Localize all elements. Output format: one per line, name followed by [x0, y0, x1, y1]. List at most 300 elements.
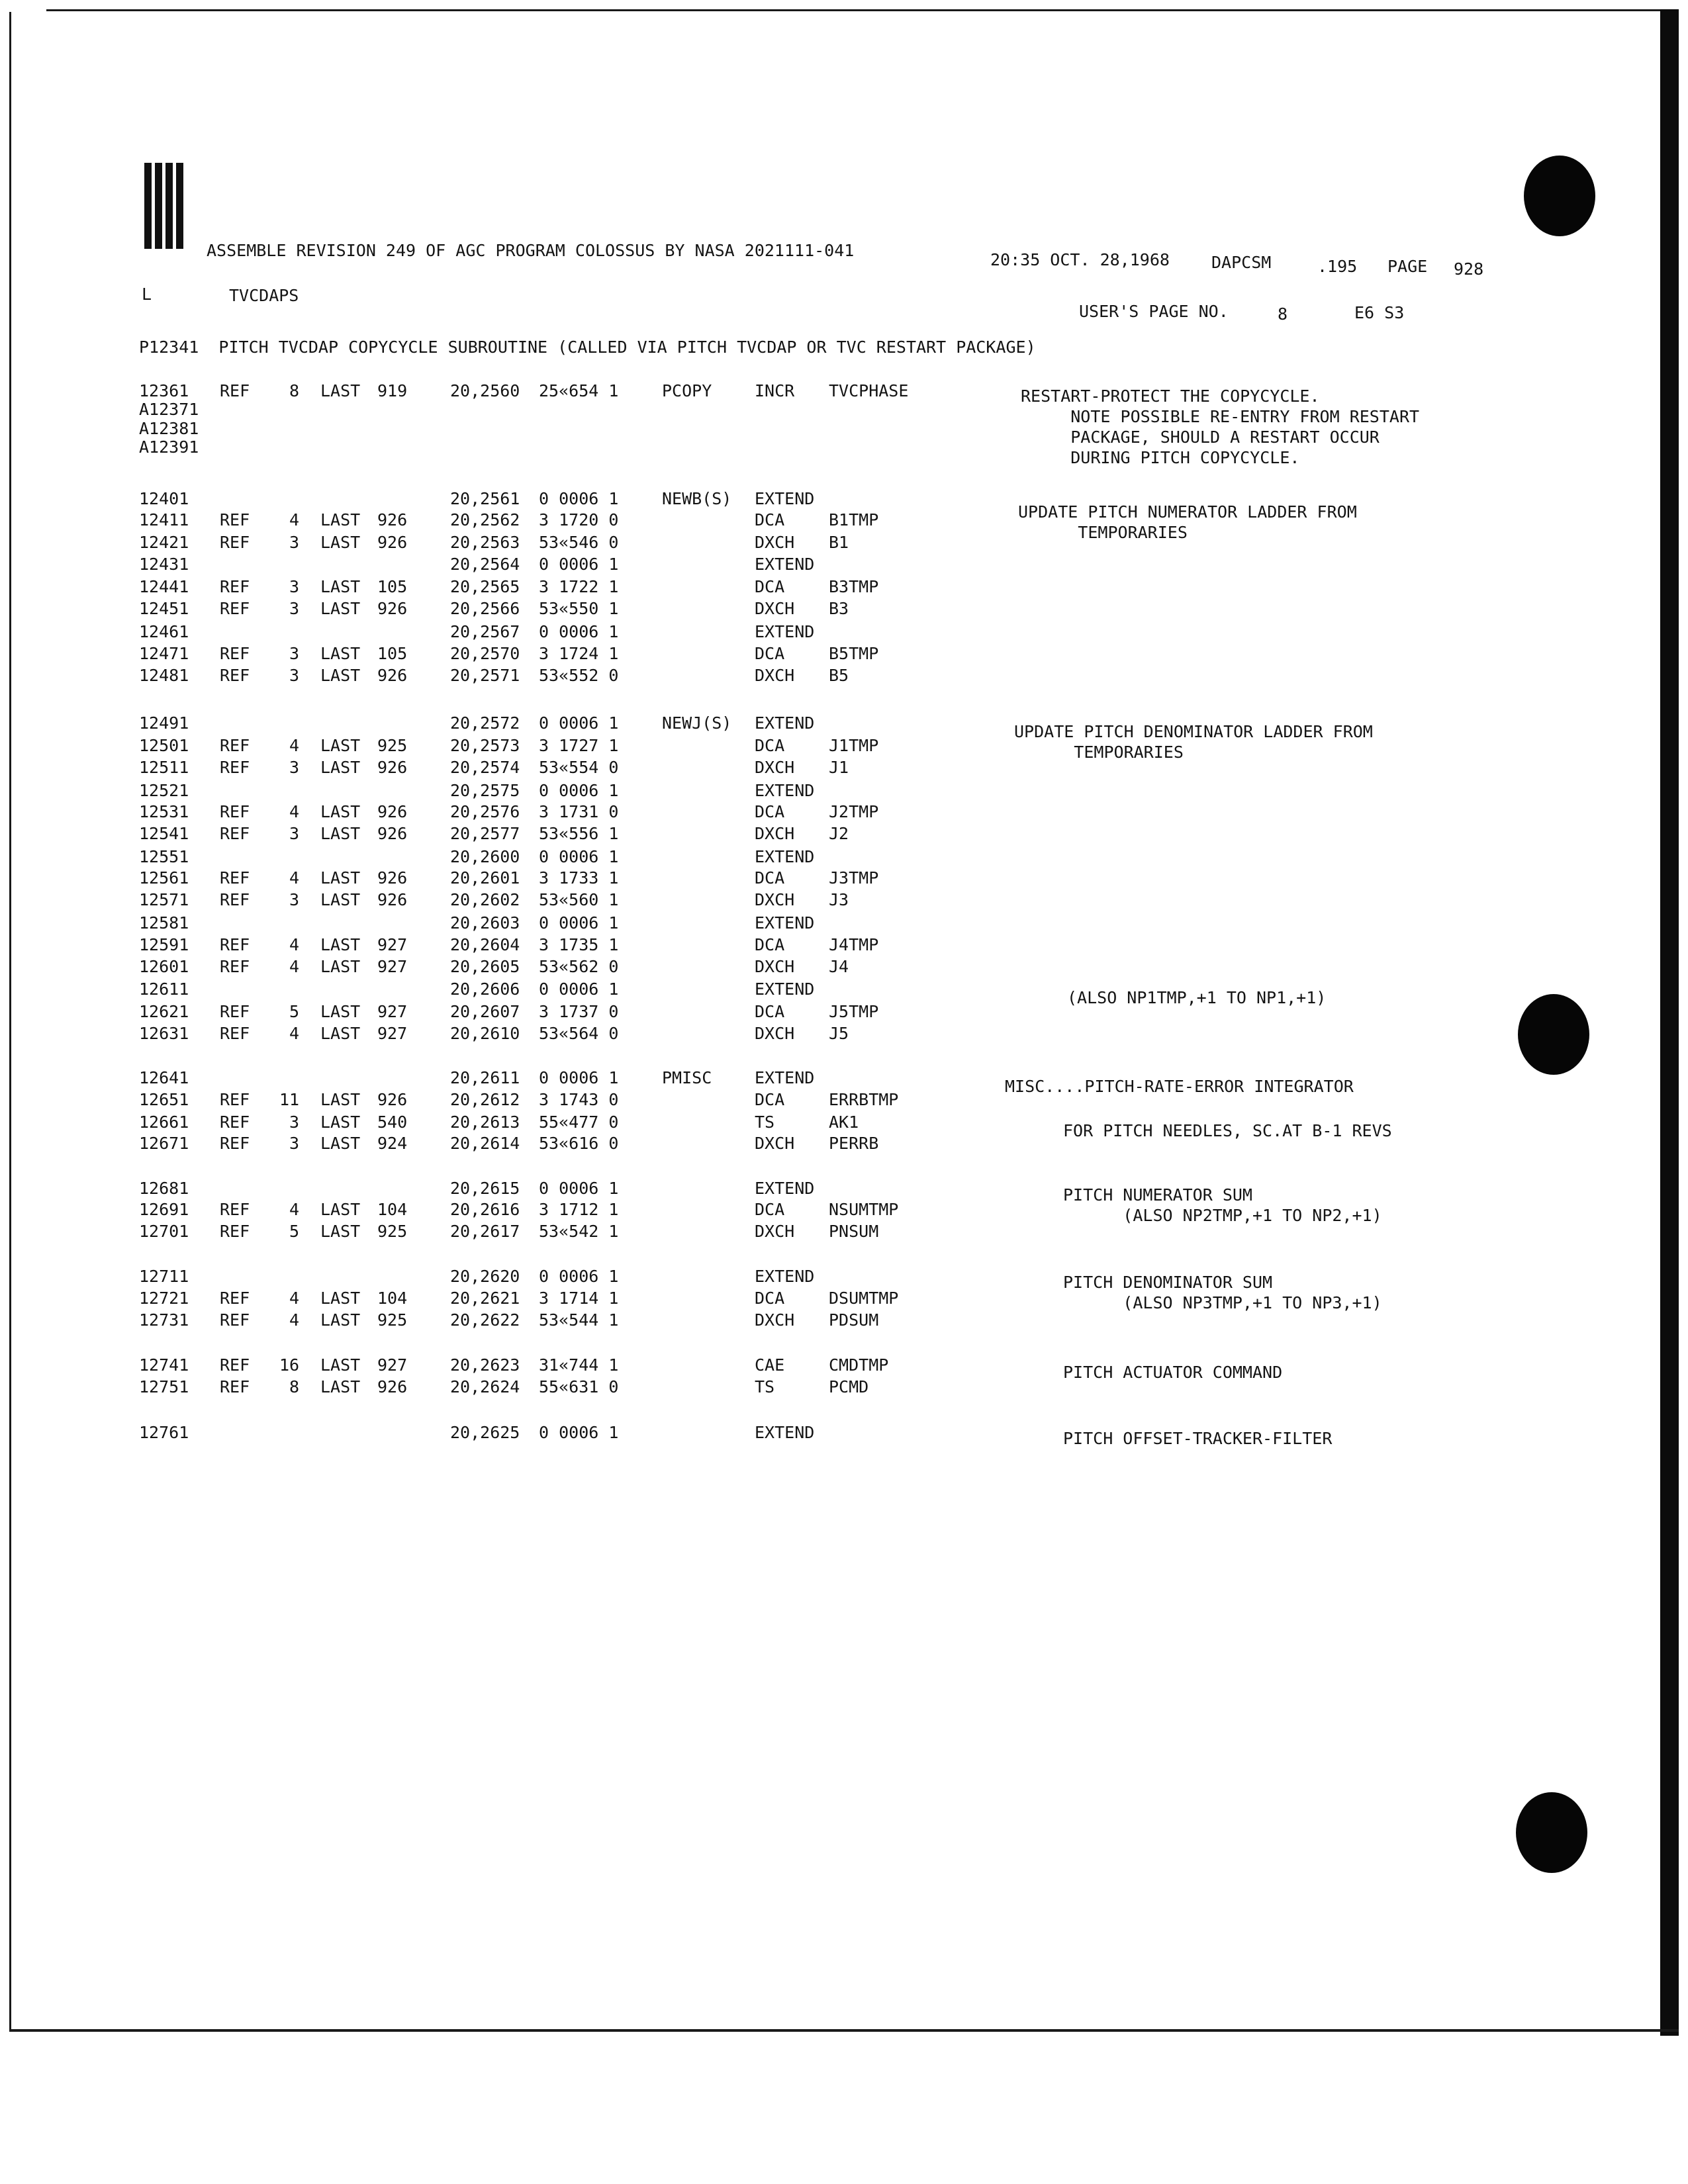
- cell-count: 8: [289, 1377, 299, 1396]
- user-page-number: 8: [1278, 304, 1288, 324]
- cell-seq: A12381: [139, 419, 199, 438]
- cell-op: DCA: [755, 510, 785, 529]
- cell-op: DXCH: [755, 666, 795, 685]
- cell-addr: 20,2620: [450, 1267, 520, 1286]
- cell-seq: 12531: [139, 802, 189, 821]
- cell-op: DCA: [755, 644, 785, 663]
- cell-word: 3 1731 0: [539, 802, 619, 821]
- cell-last: LAST: [320, 1024, 361, 1043]
- cell-op: CAE: [755, 1355, 785, 1375]
- cell-seq: 12451: [139, 599, 189, 618]
- cell-addr: 20,2610: [450, 1024, 520, 1043]
- cell-ref: REF: [220, 644, 250, 663]
- cell-word: 53«560 1: [539, 890, 619, 909]
- cell-op: EXTEND: [755, 489, 815, 508]
- binder-hole-bottom: [1516, 1792, 1587, 1873]
- cell-operand: B5TMP: [829, 644, 879, 663]
- cell-seq: 12661: [139, 1113, 189, 1132]
- cell-count: 5: [289, 1002, 299, 1021]
- cell-addr: 20,2577: [450, 824, 520, 843]
- cell-operand: CMDTMP: [829, 1355, 889, 1375]
- cell-last: LAST: [320, 868, 361, 887]
- cell-operand: PERRB: [829, 1134, 879, 1153]
- listing-row: [0, 802, 1523, 825]
- cell-count: 11: [279, 1090, 300, 1109]
- cell-ref: REF: [220, 577, 250, 596]
- cell-page: 927: [377, 1024, 408, 1043]
- cell-op: EXTEND: [755, 713, 815, 733]
- cell-operand: J4TMP: [829, 935, 879, 954]
- cell-addr: 20,2624: [450, 1377, 520, 1396]
- cell-operand: J2: [829, 824, 849, 843]
- cell-op: EXTEND: [755, 847, 815, 866]
- cell-last: LAST: [320, 381, 361, 400]
- cell-op: EXTEND: [755, 913, 815, 933]
- cell-addr: 20,2613: [450, 1113, 520, 1132]
- cell-addr: 20,2625: [450, 1423, 520, 1442]
- cell-op: DCA: [755, 1289, 785, 1308]
- cell-count: 5: [289, 1222, 299, 1241]
- cell-count: 4: [289, 1289, 299, 1308]
- cell-ref: REF: [220, 1355, 250, 1375]
- cell-count: 3: [289, 758, 299, 777]
- cell-addr: 20,2623: [450, 1355, 520, 1375]
- sheet-bottom-edge: [9, 2029, 1679, 2032]
- cell-addr: 20,2600: [450, 847, 520, 866]
- assembly-title: ASSEMBLE REVISION 249 OF AGC PROGRAM COLOSSUS BY NASA 2021111-041: [207, 241, 855, 260]
- cell-last: LAST: [320, 533, 361, 552]
- cell-operand: J2TMP: [829, 802, 879, 821]
- cell-word: 3 1724 1: [539, 644, 619, 663]
- cell-page: 919: [377, 381, 408, 400]
- cell-op: DXCH: [755, 957, 795, 976]
- listing-row: [0, 1355, 1523, 1378]
- cell-seq: 12521: [139, 781, 189, 800]
- listing-row: [0, 824, 1523, 846]
- cell-ref: REF: [220, 1002, 250, 1021]
- cell-seq: 12621: [139, 1002, 189, 1021]
- cell-addr: 20,2560: [450, 381, 520, 400]
- cell-operand: J3TMP: [829, 868, 879, 887]
- cell-word: 53«542 1: [539, 1222, 619, 1241]
- cell-seq: 12441: [139, 577, 189, 596]
- cell-addr: 20,2622: [450, 1310, 520, 1330]
- cell-last: LAST: [320, 1200, 361, 1219]
- cell-word: 0 0006 1: [539, 489, 619, 508]
- listing-row: [0, 913, 1523, 936]
- cell-last: LAST: [320, 802, 361, 821]
- cell-word: 3 1722 1: [539, 577, 619, 596]
- separator-bars-mark: [143, 163, 187, 255]
- cell-op: DXCH: [755, 1310, 795, 1330]
- listing-row: [0, 577, 1523, 600]
- cell-operand: J5TMP: [829, 1002, 879, 1021]
- cell-seq: 12701: [139, 1222, 189, 1241]
- sheet-top-edge: [46, 9, 1662, 11]
- cell-operand: B5: [829, 666, 849, 685]
- edition-codes: E6 S3: [1354, 303, 1405, 322]
- cell-ref: REF: [220, 533, 250, 552]
- cell-op: EXTEND: [755, 622, 815, 641]
- cell-ref: REF: [220, 1024, 250, 1043]
- cell-addr: 20,2571: [450, 666, 520, 685]
- cell-op: EXTEND: [755, 1267, 815, 1286]
- cell-ref: REF: [220, 1222, 250, 1241]
- cell-op: DXCH: [755, 1024, 795, 1043]
- cell-word: 3 1727 1: [539, 736, 619, 755]
- cell-page: 540: [377, 1113, 408, 1132]
- cell-word: 0 0006 1: [539, 781, 619, 800]
- cell-word: 53«552 0: [539, 666, 619, 685]
- cell-seq: 12631: [139, 1024, 189, 1043]
- binder-hole-middle: [1518, 994, 1589, 1075]
- cell-op: EXTEND: [755, 1068, 815, 1087]
- cell-ref: REF: [220, 1090, 250, 1109]
- cell-ref: REF: [220, 599, 250, 618]
- cell-label: PMISC: [662, 1068, 712, 1087]
- listing-row: [0, 957, 1523, 979]
- cell-ref: REF: [220, 510, 250, 529]
- cell-seq: 12591: [139, 935, 189, 954]
- cell-count: 4: [289, 1024, 299, 1043]
- user-page-label: USER'S PAGE NO.: [1079, 302, 1229, 321]
- cell-word: 0 0006 1: [539, 847, 619, 866]
- cell-last: LAST: [320, 1134, 361, 1153]
- cell-op: DCA: [755, 935, 785, 954]
- remark-offset: PITCH OFFSET-TRACKER-FILTER: [1063, 1429, 1333, 1448]
- cell-count: 8: [289, 381, 299, 400]
- listing-row: [0, 935, 1523, 958]
- cell-seq: 12461: [139, 622, 189, 641]
- cell-last: LAST: [320, 890, 361, 909]
- cell-seq: 12551: [139, 847, 189, 866]
- cell-op: EXTEND: [755, 1423, 815, 1442]
- cell-last: LAST: [320, 1090, 361, 1109]
- cell-seq: 12711: [139, 1267, 189, 1286]
- cell-addr: 20,2563: [450, 533, 520, 552]
- cell-addr: 20,2601: [450, 868, 520, 887]
- cell-word: 3 1737 0: [539, 1002, 619, 1021]
- log-type: L: [142, 285, 152, 304]
- cell-ref: REF: [220, 868, 250, 887]
- cell-operand: AK1: [829, 1113, 859, 1132]
- cell-count: 3: [289, 533, 299, 552]
- cell-op: DCA: [755, 868, 785, 887]
- sheet-right-edge: [1660, 9, 1679, 2036]
- cell-word: 53«616 0: [539, 1134, 619, 1153]
- cell-word: 3 1733 1: [539, 868, 619, 887]
- cell-operand: J3: [829, 890, 849, 909]
- cell-seq: 12561: [139, 868, 189, 887]
- cell-page: 104: [377, 1200, 408, 1219]
- cell-addr: 20,2564: [450, 555, 520, 574]
- listing-row: [0, 1024, 1523, 1046]
- cell-word: 0 0006 1: [539, 979, 619, 999]
- cell-page: 926: [377, 824, 408, 843]
- cell-count: 3: [289, 666, 299, 685]
- cell-addr: 20,2617: [450, 1222, 520, 1241]
- cell-last: LAST: [320, 510, 361, 529]
- cell-seq: 12511: [139, 758, 189, 777]
- cell-seq: 12641: [139, 1068, 189, 1087]
- cell-addr: 20,2561: [450, 489, 520, 508]
- cell-seq: A12371: [139, 400, 199, 419]
- cell-op: TS: [755, 1377, 775, 1396]
- cell-count: 16: [279, 1355, 300, 1375]
- cell-word: 55«477 0: [539, 1113, 619, 1132]
- cell-seq: 12411: [139, 510, 189, 529]
- cell-page: 926: [377, 510, 408, 529]
- cell-op: DXCH: [755, 599, 795, 618]
- cell-operand: B1TMP: [829, 510, 879, 529]
- cell-seq: 12721: [139, 1289, 189, 1308]
- cell-count: 4: [289, 957, 299, 976]
- cell-addr: 20,2612: [450, 1090, 520, 1109]
- cell-op: DCA: [755, 802, 785, 821]
- cell-addr: 20,2605: [450, 957, 520, 976]
- cell-seq: 12751: [139, 1377, 189, 1396]
- cell-word: 25«654 1: [539, 381, 619, 400]
- cell-page: 925: [377, 1310, 408, 1330]
- page-number: 928: [1454, 259, 1484, 279]
- cell-count: 4: [289, 802, 299, 821]
- remark-denominator-ladder: UPDATE PITCH DENOMINATOR LADDER FROM TEMPORARIES: [1014, 722, 1373, 762]
- cell-ref: REF: [220, 1310, 250, 1330]
- cell-count: 3: [289, 1113, 299, 1132]
- listing-row: [0, 847, 1523, 870]
- cell-last: LAST: [320, 935, 361, 954]
- cell-label: NEWJ(S): [662, 713, 732, 733]
- cell-seq: A12391: [139, 437, 199, 457]
- cell-word: 0 0006 1: [539, 1423, 619, 1442]
- page-label: PAGE: [1387, 257, 1428, 276]
- listing-row: [0, 555, 1523, 577]
- cell-last: LAST: [320, 666, 361, 685]
- cell-page: 927: [377, 1355, 408, 1375]
- cell-seq: 12611: [139, 979, 189, 999]
- cell-ref: REF: [220, 1134, 250, 1153]
- cell-ref: REF: [220, 890, 250, 909]
- cell-op: TS: [755, 1113, 775, 1132]
- listing-row: [0, 781, 1523, 803]
- section-title: P12341 PITCH TVCDAP COPYCYCLE SUBROUTINE (CALLED VIA PITCH TVCDAP OR TVC RESTART PACKAGE): [139, 338, 1036, 357]
- cell-word: 31«744 1: [539, 1355, 619, 1375]
- cell-page: 926: [377, 868, 408, 887]
- cell-operand: PNSUM: [829, 1222, 879, 1241]
- cell-ref: REF: [220, 1113, 250, 1132]
- cell-addr: 20,2567: [450, 622, 520, 641]
- cell-last: LAST: [320, 736, 361, 755]
- cell-last: LAST: [320, 1002, 361, 1021]
- cell-last: LAST: [320, 824, 361, 843]
- cell-op: DXCH: [755, 758, 795, 777]
- remark-denominator-sum: PITCH DENOMINATOR SUM (ALSO NP3TMP,+1 TO NP3,+1): [1063, 1273, 1382, 1312]
- listing-row: [0, 1310, 1523, 1333]
- remark-numerator-sum: PITCH NUMERATOR SUM (ALSO NP2TMP,+1 TO NP2,+1): [1063, 1185, 1382, 1225]
- cell-addr: 20,2602: [450, 890, 520, 909]
- cell-word: 3 1712 1: [539, 1200, 619, 1219]
- cell-ref: REF: [220, 824, 250, 843]
- cell-seq: 12501: [139, 736, 189, 755]
- cell-addr: 20,2576: [450, 802, 520, 821]
- cell-seq: 12571: [139, 890, 189, 909]
- cell-operand: DSUMTMP: [829, 1289, 899, 1308]
- cell-addr: 20,2566: [450, 599, 520, 618]
- cell-word: 0 0006 1: [539, 1267, 619, 1286]
- cell-operand: PCMD: [829, 1377, 869, 1396]
- cell-count: 4: [289, 868, 299, 887]
- cell-count: 3: [289, 577, 299, 596]
- cell-word: 53«554 0: [539, 758, 619, 777]
- listing-row: [0, 599, 1523, 621]
- cell-ref: REF: [220, 1200, 250, 1219]
- cell-op: DXCH: [755, 533, 795, 552]
- cell-op: INCR: [755, 381, 795, 400]
- cell-page: 927: [377, 1002, 408, 1021]
- cell-addr: 20,2616: [450, 1200, 520, 1219]
- cell-word: 0 0006 1: [539, 622, 619, 641]
- cell-operand: ERRBTMP: [829, 1090, 899, 1109]
- cell-page: 927: [377, 935, 408, 954]
- remark-actuator: PITCH ACTUATOR COMMAND: [1063, 1363, 1283, 1382]
- cell-last: LAST: [320, 1377, 361, 1396]
- cell-op: DXCH: [755, 824, 795, 843]
- cell-operand: B3: [829, 599, 849, 618]
- cell-page: 926: [377, 802, 408, 821]
- cell-op: DCA: [755, 577, 785, 596]
- cell-op: EXTEND: [755, 979, 815, 999]
- cell-seq: 12421: [139, 533, 189, 552]
- cell-op: DXCH: [755, 1222, 795, 1241]
- cell-addr: 20,2614: [450, 1134, 520, 1153]
- cell-addr: 20,2570: [450, 644, 520, 663]
- cell-ref: REF: [220, 957, 250, 976]
- cell-word: 53«564 0: [539, 1024, 619, 1043]
- cell-addr: 20,2573: [450, 736, 520, 755]
- cell-count: 3: [289, 824, 299, 843]
- cell-operand: J5: [829, 1024, 849, 1043]
- cell-op: EXTEND: [755, 555, 815, 574]
- cell-addr: 20,2621: [450, 1289, 520, 1308]
- cell-last: LAST: [320, 1310, 361, 1330]
- cell-ref: REF: [220, 736, 250, 755]
- listing-row: [0, 622, 1523, 645]
- cell-page: 105: [377, 577, 408, 596]
- cell-op: DCA: [755, 1002, 785, 1021]
- cell-seq: 12761: [139, 1423, 189, 1442]
- cell-page: 927: [377, 957, 408, 976]
- cell-word: 53«562 0: [539, 957, 619, 976]
- log-section: TVCDAPS: [229, 286, 299, 305]
- cell-count: 4: [289, 736, 299, 755]
- cell-ref: REF: [220, 935, 250, 954]
- cell-op: DXCH: [755, 890, 795, 909]
- cell-seq: 12651: [139, 1090, 189, 1109]
- cell-addr: 20,2604: [450, 935, 520, 954]
- cell-word: 3 1743 0: [539, 1090, 619, 1109]
- cell-count: 3: [289, 644, 299, 663]
- remark-misc: MISC....PITCH-RATE-ERROR INTEGRATOR: [1005, 1077, 1354, 1096]
- cell-addr: 20,2611: [450, 1068, 520, 1087]
- cell-seq: 12541: [139, 824, 189, 843]
- listing-row: [0, 644, 1523, 666]
- cell-count: 4: [289, 1200, 299, 1219]
- remark-numerator-ladder: UPDATE PITCH NUMERATOR LADDER FROM TEMPORARIES: [1018, 502, 1357, 542]
- cell-count: 3: [289, 890, 299, 909]
- cell-count: 4: [289, 510, 299, 529]
- cell-addr: 20,2575: [450, 781, 520, 800]
- cell-ref: REF: [220, 1377, 250, 1396]
- listing-row: [0, 868, 1523, 891]
- cell-count: 3: [289, 599, 299, 618]
- cell-addr: 20,2565: [450, 577, 520, 596]
- cell-page: 926: [377, 1090, 408, 1109]
- cell-page: 925: [377, 1222, 408, 1241]
- cell-operand: PDSUM: [829, 1310, 879, 1330]
- remark-np1: (ALSO NP1TMP,+1 TO NP1,+1): [1067, 988, 1327, 1007]
- cell-addr: 20,2562: [450, 510, 520, 529]
- cell-page: 926: [377, 666, 408, 685]
- cell-addr: 20,2572: [450, 713, 520, 733]
- cell-page: 105: [377, 644, 408, 663]
- cell-seq: 12361: [139, 381, 189, 400]
- program-name: DAPCSM: [1211, 253, 1272, 272]
- cell-page: 926: [377, 533, 408, 552]
- cell-ref: REF: [220, 381, 250, 400]
- cell-seq: 12471: [139, 644, 189, 663]
- cell-page: 926: [377, 890, 408, 909]
- listing-row: [0, 890, 1523, 913]
- cell-ref: REF: [220, 666, 250, 685]
- cell-seq: 12671: [139, 1134, 189, 1153]
- cell-word: 0 0006 1: [539, 1068, 619, 1087]
- cell-label: PCOPY: [662, 381, 712, 400]
- cell-ref: REF: [220, 758, 250, 777]
- cell-addr: 20,2615: [450, 1179, 520, 1198]
- cell-word: 53«550 1: [539, 599, 619, 618]
- cell-seq: 12401: [139, 489, 189, 508]
- cell-operand: J4: [829, 957, 849, 976]
- cell-page: 926: [377, 599, 408, 618]
- cell-word: 0 0006 1: [539, 1179, 619, 1198]
- cell-last: LAST: [320, 957, 361, 976]
- assembly-timestamp: 20:35 OCT. 28,1968: [990, 250, 1170, 269]
- cell-ref: REF: [220, 802, 250, 821]
- cell-seq: 12681: [139, 1179, 189, 1198]
- cell-last: LAST: [320, 1289, 361, 1308]
- cell-op: EXTEND: [755, 1179, 815, 1198]
- remark-needles: FOR PITCH NEEDLES, SC.AT B-1 REVS: [1063, 1121, 1392, 1140]
- cell-word: 3 1735 1: [539, 935, 619, 954]
- cell-addr: 20,2603: [450, 913, 520, 933]
- cell-count: 3: [289, 1134, 299, 1153]
- cell-operand: J1TMP: [829, 736, 879, 755]
- cell-last: LAST: [320, 644, 361, 663]
- cell-seq: 12601: [139, 957, 189, 976]
- cell-count: 4: [289, 935, 299, 954]
- cell-page: 925: [377, 736, 408, 755]
- cell-last: LAST: [320, 1113, 361, 1132]
- cell-word: 53«546 0: [539, 533, 619, 552]
- cell-seq: 12741: [139, 1355, 189, 1375]
- cell-op: DCA: [755, 1090, 785, 1109]
- listing-row: [0, 666, 1523, 688]
- cell-last: LAST: [320, 599, 361, 618]
- cell-word: 3 1714 1: [539, 1289, 619, 1308]
- cell-op: DCA: [755, 736, 785, 755]
- cell-op: EXTEND: [755, 781, 815, 800]
- cell-seq: 12691: [139, 1200, 189, 1219]
